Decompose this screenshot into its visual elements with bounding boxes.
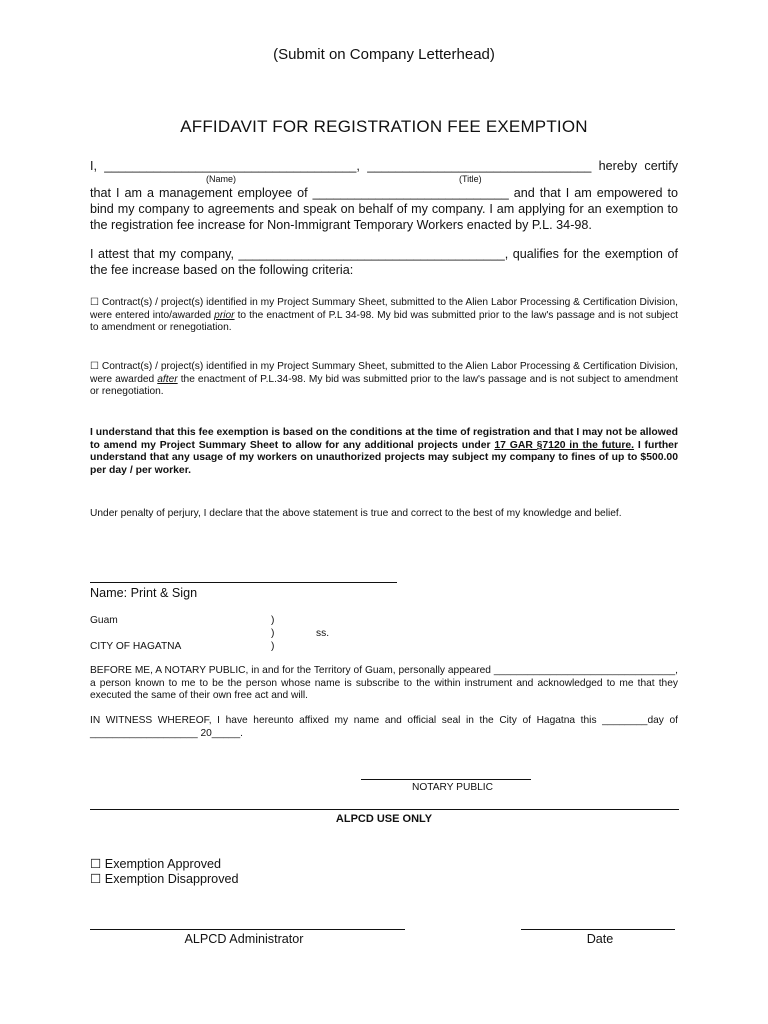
notary-public-label: NOTARY PUBLIC — [412, 782, 493, 793]
notary-signature-line[interactable] — [361, 779, 531, 780]
exemption-approved-option[interactable]: ☐ Exemption Approved — [90, 857, 222, 871]
letterhead-instruction: (Submit on Company Letterhead) — [273, 46, 495, 63]
understanding-text: I understand that this fee exemption is based on the conditions at the time of registration and that I may not be allowed to amend my Project Summary Sheet to allow for any additional projects under — [90, 427, 678, 451]
administrator-label: ALPCD Administrator — [184, 932, 304, 946]
certify-line: I, ____________________________________, ________________________________ hereby certify — [90, 159, 678, 173]
regulation-reference: 17 GAR §7120 in the future. — [494, 439, 635, 451]
attest-paragraph: I attest that my company, ______________________________________, qualifies for the exemption of the fee increase based on the following criteria: — [90, 247, 678, 277]
criterion-emphasis: prior — [214, 309, 235, 321]
criterion-after — [90, 361, 678, 399]
witness-statement: IN WITNESS WHEREOF, I have hereunto affixed my name and official seal in the City of Hagatna this ________day of ___________________ 20_____. — [90, 715, 678, 739]
alpcd-use-only-heading: ALPCD USE ONLY — [335, 813, 433, 825]
criterion-prior — [90, 297, 678, 335]
date-line[interactable] — [521, 929, 675, 930]
title-caption: (Title) — [459, 174, 482, 184]
criterion-text: to the enactment of P.L 34-98. My bid was submitted prior to the law's passage and is not subject to amendment or renegotiation. — [90, 309, 678, 334]
understanding-text: I further understand that any usage of my workers on unauthorized projects may subject my company to fines of up to $500.00 per day / per worker. — [90, 439, 678, 476]
notary-acknowledgment: BEFORE ME, A NOTARY PUBLIC, in and for the Territory of Guam, personally appeared ________________________________, a person known to me to be the person whose name is subscribe to the within instrument and acknowledged to me that they executed the same of their own free act and will. — [90, 665, 678, 702]
document-title: AFFIDAVIT FOR REGISTRATION FEE EXEMPTION — [180, 117, 588, 136]
signature-line[interactable] — [90, 582, 397, 583]
understanding-statement — [90, 427, 678, 477]
venue-ss: ss. — [316, 628, 330, 639]
checkbox-icon[interactable]: ☐ — [90, 361, 99, 372]
intro-paragraph: that I am a management employee of ____________________________ and that I am empowered to bind my company to agreements and speak on behalf of my company. I am applying for an exemption to the registration fee increase for Non-Immigrant Temporary Workers enacted by P.L. 34-98. — [90, 186, 678, 232]
criterion-emphasis: after — [157, 373, 178, 385]
perjury-declaration: Under penalty of perjury, I declare that the above statement is true and correct to the best of my knowledge and belief. — [90, 508, 622, 519]
venue-paren: ) — [271, 628, 275, 639]
date-label: Date — [586, 932, 614, 946]
signature-label: Name: Print & Sign — [90, 586, 198, 600]
criterion-text: Contract(s) / project(s) identified in my Project Summary Sheet, submitted to the Alien Labor Processing & Certification Division, were awarded — [90, 361, 678, 385]
venue-paren: ) — [271, 615, 275, 626]
venue-guam: Guam — [90, 615, 118, 626]
criterion-text: Contract(s) / project(s) identified in my Project Summary Sheet, submitted to the Alien Labor Processing & Certification Division, were entered into/awarded — [90, 297, 678, 321]
name-caption: (Name) — [206, 174, 237, 184]
criterion-text: the enactment of P.L.34-98. My bid was submitted prior to the law's passage and is not subject to amendment or renegotiation. — [90, 373, 678, 398]
exemption-disapproved-option[interactable]: ☐ Exemption Disapproved — [90, 872, 239, 886]
venue-city: CITY OF HAGATNA — [90, 641, 182, 652]
administrator-signature-line[interactable] — [90, 929, 405, 930]
checkbox-icon[interactable]: ☐ — [90, 297, 99, 308]
venue-paren: ) — [271, 641, 275, 652]
section-divider — [90, 809, 679, 810]
